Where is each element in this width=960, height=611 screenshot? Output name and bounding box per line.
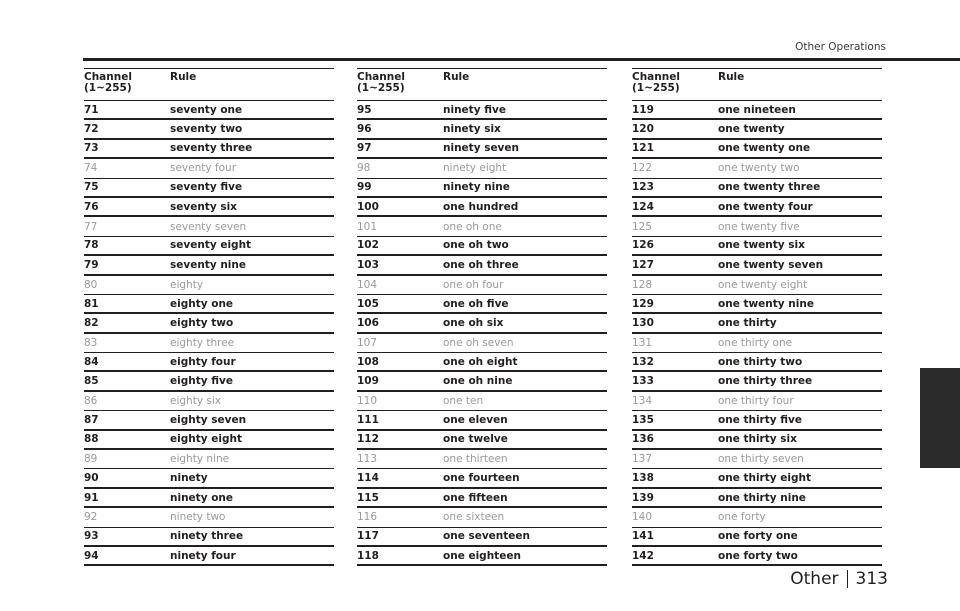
table-row: [632, 198, 882, 217]
channel-rule: one thirty two: [718, 355, 803, 368]
table-row: [632, 217, 882, 236]
channel-rule: eighty one: [170, 297, 234, 310]
table-row: [357, 353, 607, 372]
table-row: [84, 120, 334, 139]
channel-rule: one oh seven: [443, 336, 514, 349]
channel-number: 112: [357, 433, 379, 446]
table-row: [357, 547, 607, 566]
header-channel-range: (1~255): [632, 82, 680, 94]
table-row: [632, 353, 882, 372]
channel-rule: one twenty two: [718, 162, 800, 175]
table-row: [632, 392, 882, 411]
table-row: [357, 120, 607, 139]
table-row: [357, 528, 607, 547]
table-row: [632, 120, 882, 139]
channel-number: 100: [357, 200, 379, 213]
channel-rule: one oh eight: [443, 355, 518, 368]
header-channel: [357, 72, 443, 100]
channel-rule: one twenty three: [718, 181, 821, 194]
table-row: [632, 547, 882, 566]
channel-number: 126: [632, 239, 654, 252]
header-rule: Rule: [443, 71, 470, 83]
channel-number: 89: [84, 453, 98, 466]
table-header: [632, 68, 882, 101]
table-row: [632, 450, 882, 469]
channel-number: 72: [84, 123, 99, 136]
channel-rule: one thirty eight: [718, 472, 811, 485]
table-row: [84, 489, 334, 508]
channel-number: 78: [84, 239, 99, 252]
channel-rule: one thirty six: [718, 433, 797, 446]
channel-number: 128: [632, 278, 653, 291]
channel-rule: one oh nine: [443, 375, 513, 388]
channel-rule: one twelve: [443, 433, 508, 446]
channel-rule: one sixteen: [443, 511, 505, 524]
channel-number: 82: [84, 316, 99, 329]
channel-table-3: [632, 68, 882, 566]
table-row: [357, 372, 607, 391]
channel-rule: eighty nine: [170, 453, 230, 466]
channel-rule: eighty eight: [170, 433, 242, 446]
table-row: [632, 295, 882, 314]
channel-number: 91: [84, 491, 99, 504]
channel-rule: one hundred: [443, 200, 519, 213]
channel-number: 113: [357, 453, 378, 466]
header-channel: [632, 72, 718, 100]
channel-rule: one thirty nine: [718, 491, 806, 504]
header-channel-label: Channel: [84, 71, 132, 83]
table-row: [632, 101, 882, 120]
channel-number: 84: [84, 355, 99, 368]
channel-rule: eighty two: [170, 316, 234, 329]
table-row: [632, 237, 882, 256]
page-footer: [790, 569, 888, 589]
channel-rule: one thirty three: [718, 375, 813, 388]
channel-number: 125: [632, 220, 653, 233]
channel-number: 81: [84, 297, 99, 310]
channel-rule: one twenty: [718, 123, 785, 136]
channel-number: 102: [357, 239, 379, 252]
channel-number: 98: [357, 162, 371, 175]
channel-number: 115: [357, 491, 379, 504]
table-header: [84, 68, 334, 101]
channel-number: 118: [357, 549, 379, 562]
channel-number: 93: [84, 530, 99, 543]
channel-rule: one thirty: [718, 316, 777, 329]
channel-number: 124: [632, 200, 654, 213]
channel-rule: eighty six: [170, 395, 221, 408]
channel-number: 79: [84, 258, 99, 271]
channel-rule: one thirty one: [718, 336, 793, 349]
table-row: [357, 469, 607, 488]
table-row: [357, 179, 607, 198]
channel-number: 114: [357, 472, 379, 485]
channel-number: 106: [357, 316, 379, 329]
chapter-tab: [920, 368, 960, 468]
channel-number: 94: [84, 549, 99, 562]
channel-rule: ninety eight: [443, 162, 507, 175]
table-row: [632, 411, 882, 430]
table-row: [84, 372, 334, 391]
table-row: [84, 159, 334, 178]
channel-rule: one oh two: [443, 239, 509, 252]
channel-rule: one twenty six: [718, 239, 805, 252]
channel-number: 75: [84, 181, 99, 194]
channel-rule: eighty: [170, 278, 204, 291]
channel-rule: one oh five: [443, 297, 509, 310]
table-row: [357, 140, 607, 159]
channel-rule: one fourteen: [443, 472, 520, 485]
table-row: [84, 101, 334, 120]
channel-rule: one eighteen: [443, 549, 521, 562]
table-row: [632, 256, 882, 275]
footer-divider: [847, 570, 848, 588]
channel-number: 105: [357, 297, 379, 310]
table-row: [357, 159, 607, 178]
channel-number: 122: [632, 162, 653, 175]
channel-rule: one oh six: [443, 316, 504, 329]
channel-rule: ninety six: [443, 123, 501, 136]
channel-rule: one thirty seven: [718, 453, 804, 466]
channel-rule: seventy two: [170, 123, 243, 136]
table-row: [357, 198, 607, 217]
channel-rule: seventy three: [170, 142, 253, 155]
table-row: [357, 101, 607, 120]
table-row: [84, 276, 334, 295]
channel-number: 108: [357, 355, 379, 368]
channel-number: 87: [84, 413, 99, 426]
table-row: [632, 140, 882, 159]
table-row: [84, 314, 334, 333]
channel-rule: ninety two: [170, 511, 226, 524]
channel-number: 136: [632, 433, 654, 446]
table-row: [84, 547, 334, 566]
channel-rule: one oh four: [443, 278, 504, 291]
channel-rule: seventy six: [170, 200, 237, 213]
table-row: [84, 140, 334, 159]
channel-number: 73: [84, 142, 99, 155]
channel-number: 132: [632, 355, 654, 368]
channel-number: 139: [632, 491, 654, 504]
channel-number: 71: [84, 103, 99, 116]
channel-rule: one seventeen: [443, 530, 531, 543]
channel-number: 134: [632, 395, 653, 408]
table-row: [632, 334, 882, 353]
channel-number: 85: [84, 375, 99, 388]
channel-rule: ninety: [170, 472, 208, 485]
table-row: [84, 179, 334, 198]
table-row: [357, 295, 607, 314]
channel-number: 90: [84, 472, 99, 485]
channel-rule: one forty two: [718, 549, 798, 562]
channel-rule: eighty three: [170, 336, 235, 349]
table-row: [357, 256, 607, 275]
channel-number: 80: [84, 278, 98, 291]
table-row: [357, 314, 607, 333]
table-row: [632, 372, 882, 391]
header-channel-range: (1~255): [357, 82, 405, 94]
table-row: [357, 431, 607, 450]
channel-number: 107: [357, 336, 378, 349]
channel-number: 103: [357, 258, 379, 271]
header-channel-label: Channel: [632, 71, 680, 83]
table-row: [84, 353, 334, 372]
channel-rule: one forty one: [718, 530, 798, 543]
channel-rule: one nineteen: [718, 103, 796, 116]
channel-rule: one ten: [443, 395, 484, 408]
table-row: [357, 508, 607, 527]
header-channel-label: Channel: [357, 71, 405, 83]
channel-rule: one twenty nine: [718, 297, 814, 310]
header-rule: Rule: [718, 71, 745, 83]
table-row: [84, 508, 334, 527]
table-row: [357, 489, 607, 508]
channel-rule: one twenty eight: [718, 278, 808, 291]
channel-rule: seventy one: [170, 103, 243, 116]
channel-rule: ninety five: [443, 103, 506, 116]
top-rule: [83, 58, 960, 61]
header-channel-range: (1~255): [84, 82, 132, 94]
table-row: [632, 489, 882, 508]
channel-rule: ninety three: [170, 530, 244, 543]
channel-number: 96: [357, 123, 372, 136]
table-row: [84, 198, 334, 217]
table-row: [84, 528, 334, 547]
channel-rule: eighty five: [170, 375, 233, 388]
channel-rule: seventy four: [170, 162, 237, 175]
channel-rule: one thirty five: [718, 413, 803, 426]
channel-rule: one thirteen: [443, 453, 508, 466]
channel-rule: one oh three: [443, 258, 519, 271]
channel-number: 76: [84, 200, 99, 213]
channel-rule: one fifteen: [443, 491, 508, 504]
channel-number: 109: [357, 375, 379, 388]
channel-number: 99: [357, 181, 372, 194]
table-row: [84, 411, 334, 430]
table-row: [84, 237, 334, 256]
channel-number: 77: [84, 220, 98, 233]
channel-number: 116: [357, 511, 378, 524]
table-row: [84, 256, 334, 275]
channel-rule: one forty: [718, 511, 766, 524]
channel-number: 137: [632, 453, 653, 466]
table-row: [357, 411, 607, 430]
channel-number: 123: [632, 181, 654, 194]
channel-number: 92: [84, 511, 98, 524]
channel-number: 110: [357, 395, 378, 408]
channel-rule: ninety four: [170, 549, 236, 562]
channel-number: 111: [357, 413, 379, 426]
channel-rule: eighty seven: [170, 413, 247, 426]
table-row: [357, 334, 607, 353]
header-rule: Rule: [170, 71, 197, 83]
channel-rule: seventy five: [170, 181, 243, 194]
channel-number: 121: [632, 142, 654, 155]
table-row: [84, 334, 334, 353]
channel-number: 117: [357, 530, 379, 543]
table-row: [632, 528, 882, 547]
table-row: [84, 217, 334, 236]
channel-rule: one twenty five: [718, 220, 800, 233]
page-number: 313: [855, 569, 888, 589]
channel-rule: one twenty one: [718, 142, 811, 155]
channel-number: 74: [84, 162, 98, 175]
channel-number: 138: [632, 472, 654, 485]
channel-rule: one eleven: [443, 413, 508, 426]
table-row: [632, 276, 882, 295]
table-row: [357, 276, 607, 295]
table-row: [84, 392, 334, 411]
channel-rule: one oh one: [443, 220, 502, 233]
channel-number: 95: [357, 103, 372, 116]
table-row: [84, 431, 334, 450]
channel-rule: ninety seven: [443, 142, 520, 155]
channel-rule: one twenty four: [718, 200, 813, 213]
channel-rule: seventy nine: [170, 258, 247, 271]
table-row: [84, 295, 334, 314]
channel-table-1: [84, 68, 334, 566]
channel-rule: one thirty four: [718, 395, 794, 408]
channel-rule: seventy seven: [170, 220, 247, 233]
table-row: [632, 469, 882, 488]
channel-table-2: [357, 68, 607, 566]
table-row: [632, 508, 882, 527]
table-row: [84, 469, 334, 488]
channel-number: 140: [632, 511, 653, 524]
channel-number: 130: [632, 316, 654, 329]
channel-rule: seventy eight: [170, 239, 252, 252]
channel-rule: eighty four: [170, 355, 236, 368]
channel-rule: one twenty seven: [718, 258, 824, 271]
channel-number: 88: [84, 433, 99, 446]
channel-rule: ninety one: [170, 491, 233, 504]
channel-number: 129: [632, 297, 654, 310]
footer-chapter: Other: [790, 569, 839, 589]
channel-number: 120: [632, 123, 654, 136]
header-channel: [84, 72, 170, 100]
channel-number: 142: [632, 549, 654, 562]
table-row: [632, 431, 882, 450]
channel-number: 133: [632, 375, 654, 388]
section-title: Other Operations: [795, 41, 886, 53]
channel-number: 83: [84, 336, 98, 349]
channel-rule: ninety nine: [443, 181, 510, 194]
channel-number: 86: [84, 395, 98, 408]
table-row: [632, 314, 882, 333]
channel-number: 101: [357, 220, 378, 233]
table-row: [84, 450, 334, 469]
table-row: [357, 450, 607, 469]
table-row: [632, 159, 882, 178]
table-header: [357, 68, 607, 101]
channel-number: 131: [632, 336, 653, 349]
channel-number: 119: [632, 103, 654, 116]
table-row: [357, 237, 607, 256]
table-row: [632, 179, 882, 198]
table-row: [357, 217, 607, 236]
channel-number: 104: [357, 278, 378, 291]
channel-number: 135: [632, 413, 654, 426]
channel-number: 127: [632, 258, 654, 271]
channel-number: 97: [357, 142, 372, 155]
table-row: [357, 392, 607, 411]
channel-number: 141: [632, 530, 654, 543]
